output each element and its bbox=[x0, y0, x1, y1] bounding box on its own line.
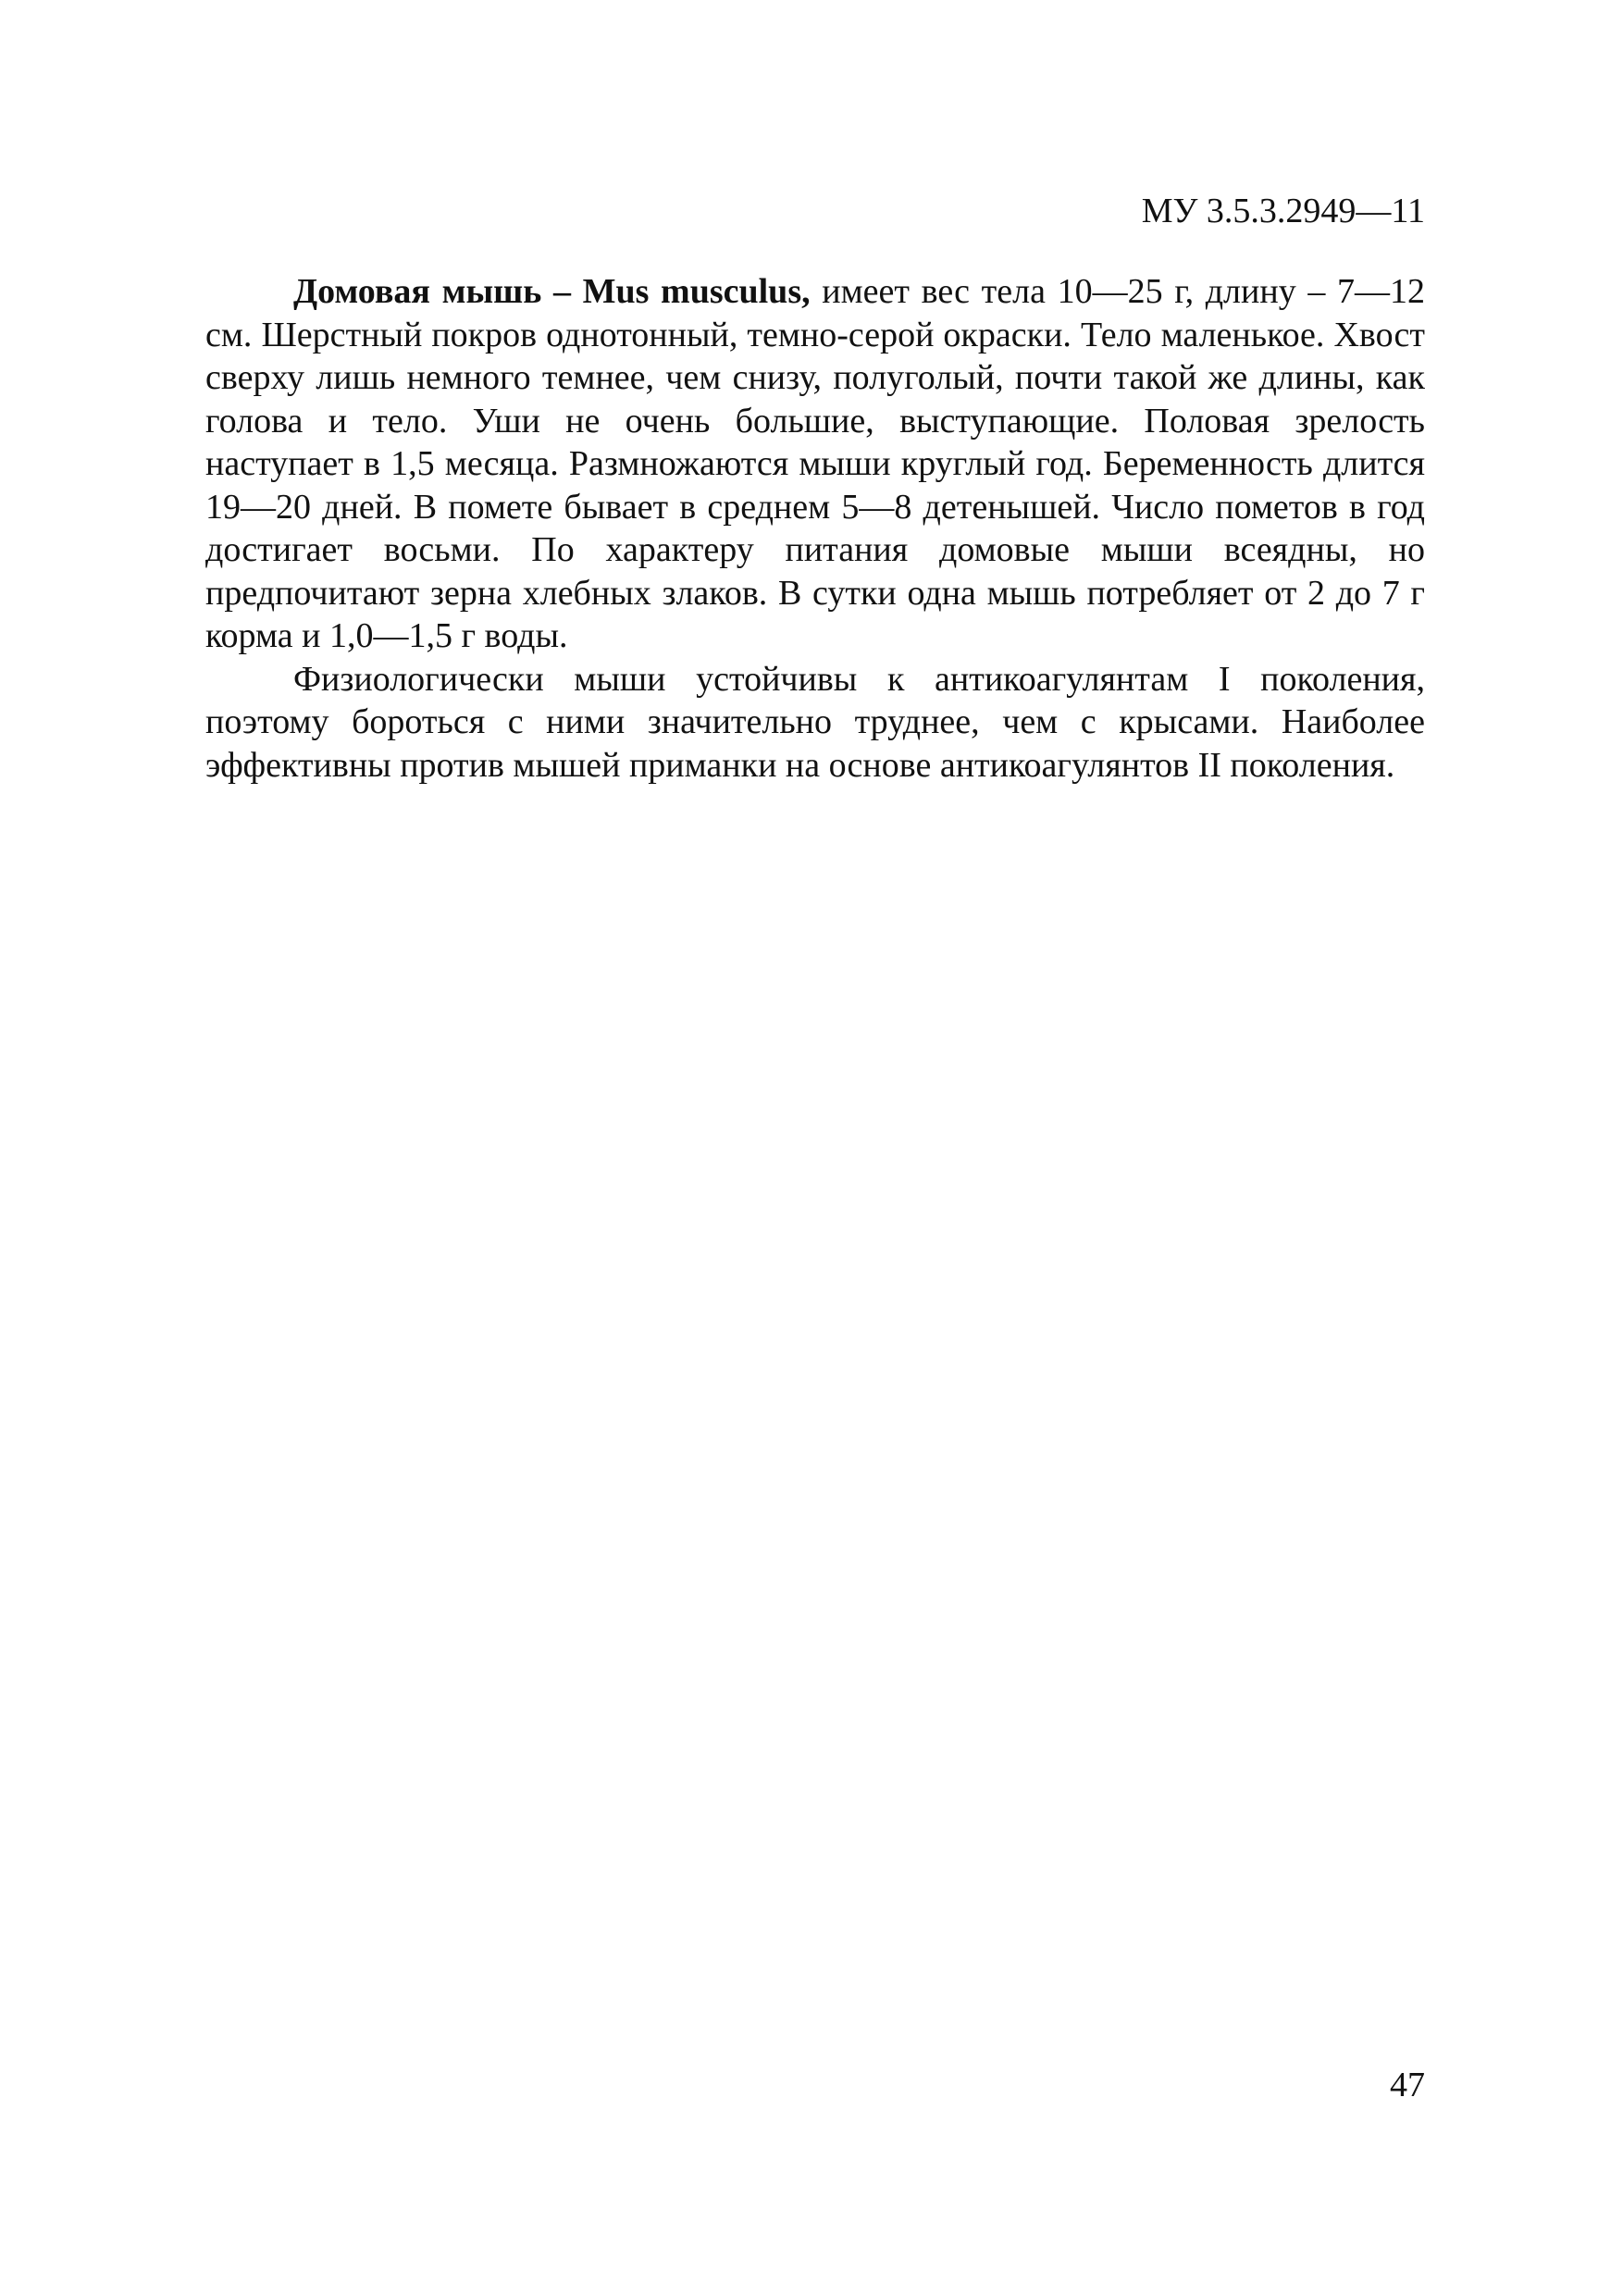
paragraph-text: имеет вес тела 10—25 г, длину – 7—12 см. Шерстный покров однотонный, темно-серой окраски. Тело маленькое. Хвост сверху лишь немного темнее, чем снизу, полуголый, почти такой же длины, как голова и тело. Уши не очень большие, выступающие. Половая зрелость наступает в 1,5 месяца. Размножаются мыши круглый год. Беременность длится 19—20 дней. В помете бывает в среднем 5—8 детенышей. Число пометов в год достигает восьми. По характеру питания домовые мыши всеядны, но предпочитают зерна хлебных злаков. В сутки одна мышь потребляет от 2 до 7 г корма и 1,0—1,5 г воды. bbox=[205, 272, 1425, 655]
paragraph-house-mouse bbox=[205, 270, 1425, 658]
document-code: МУ 3.5.3.2949—11 bbox=[1141, 192, 1425, 230]
paragraph-lead-term: Домовая мышь – Mus musculus, bbox=[293, 272, 811, 311]
page-number: 47 bbox=[1390, 2066, 1425, 2104]
paragraph-anticoagulants bbox=[205, 658, 1425, 788]
document-body bbox=[205, 270, 1425, 787]
paragraph-text: Физиологически мыши устойчивы к антикоагулянтам I поколения, поэтому бороться с ними значительно труднее, чем с крысами. Наиболее эффективны против мышей приманки на основе антикоагулянтов II поколения. bbox=[205, 659, 1425, 785]
